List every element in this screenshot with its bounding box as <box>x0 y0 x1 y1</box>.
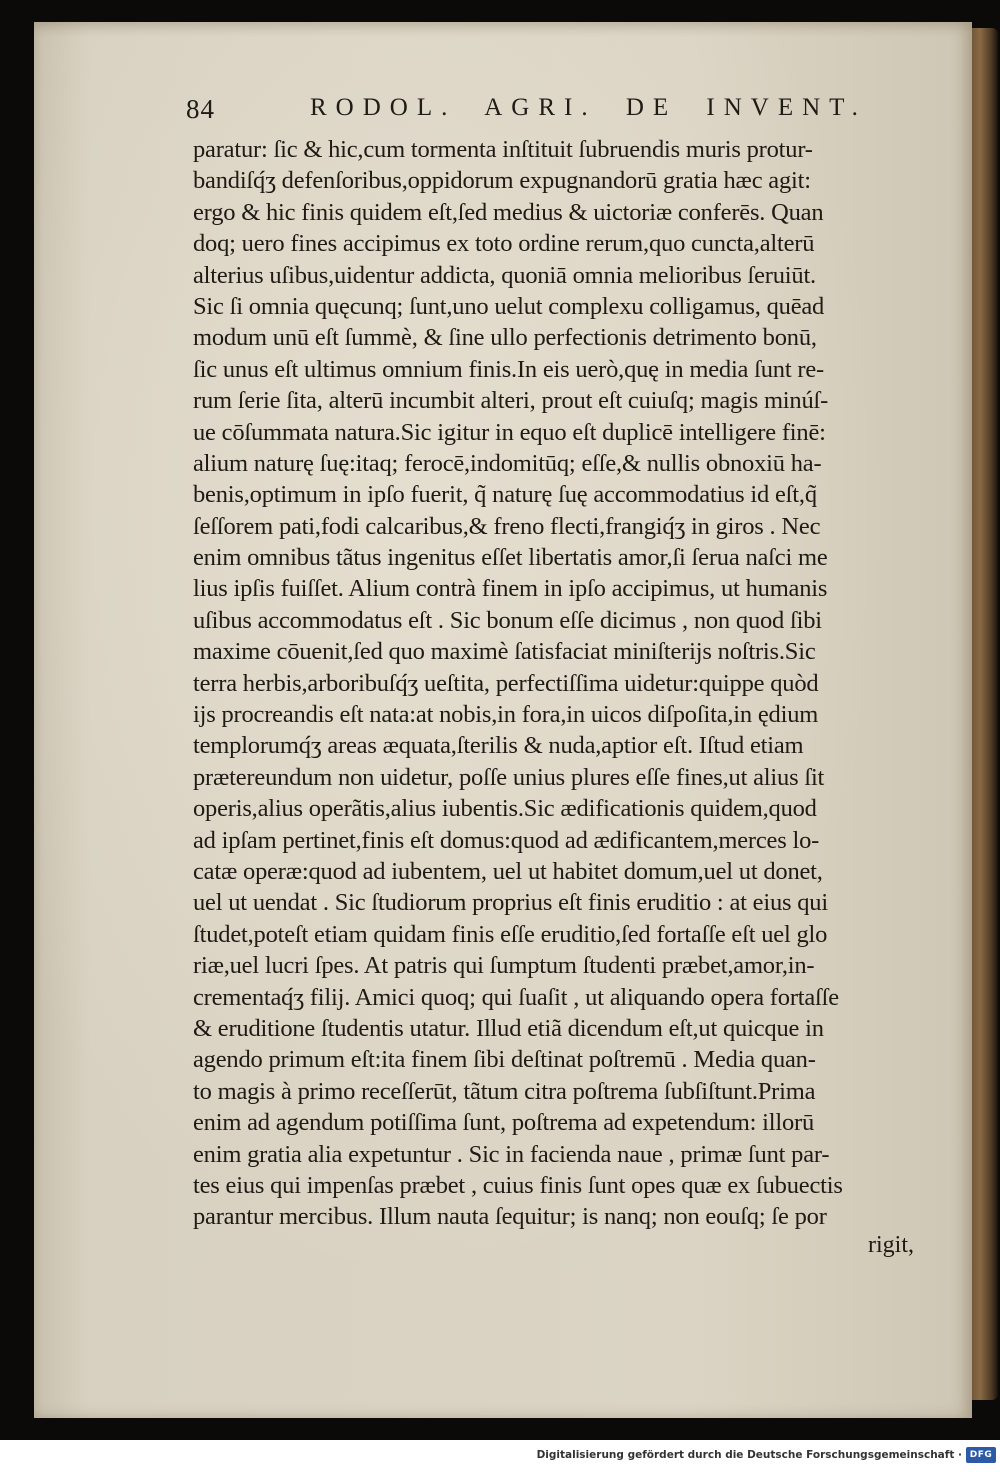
text-line: agendo primum eſt:ita finem ſibi deſtinat poſtremū . Media quan- <box>193 1046 816 1074</box>
text-line: terra herbis,arboribuſq́ʒ ueſtita, perfectiſſima uidetur:quippe quòd <box>193 669 819 697</box>
text-line: enim omnibus tãtus ingenitus eſſet libertatis amor,ſi ſerua naſci me <box>193 544 828 572</box>
text-line: benis,optimum in ipſo fuerit, q̃ naturę ſuę accommodatius id eſt,q̃ <box>193 481 817 509</box>
running-title: RODOL. AGRI. DE INVENT. <box>310 94 867 121</box>
text-line: parantur mercibus. Illum nauta ſequitur; is nanq; non eouſq; ſe por <box>193 1203 827 1231</box>
text-line: ue cōſummata natura.Sic igitur in equo eſt duplicē intelligere finē: <box>193 418 826 446</box>
text-line: ergo & hic finis quidem eſt,ſed medius & uictoriæ conferēs. Quan <box>193 198 824 226</box>
text-line: alium naturę ſuę:itaq; ferocē,indomitūq; eſſe,& nullis obnoxiū ha- <box>193 449 822 477</box>
text-line: maxime cōuenit,ſed quo maximè ſatisfaciat miniſterijs noſtris.Sic <box>193 638 816 666</box>
page-header <box>186 92 946 136</box>
text-line: doq; uero fines accipimus ex toto ordine rerum,quo cuncta,alterū <box>193 230 815 258</box>
text-line: alterius uſibus,uidentur addicta, quoniā omnia melioribus ſeruiūt. <box>193 261 816 289</box>
text-line: modum unū eſt ſummè, & ſine ullo perfectionis detrimento bonū, <box>193 324 817 352</box>
text-line: enim gratia alia expetuntur . Sic in facienda naue , primæ ſunt par- <box>193 1140 830 1168</box>
text-line: ſeſſorem pati,fodi calcaribus,& freno flecti,frangiq́ʒ in giros . Nec <box>193 512 821 540</box>
text-line: bandiſq́ʒ defenſoribus,oppidorum expugnandorū gratia hæc agit: <box>193 167 811 195</box>
text-line: riæ,uel lucri ſpes. At patris qui ſumptum ſtudenti præbet,amor,in- <box>193 952 815 980</box>
text-line: crementaq́ʒ filij. Amici quoq; qui ſuaſit , ut aliquando opera fortaſſe <box>193 983 839 1011</box>
text-line: Sic ſi omnia quęcunq; ſunt,uno uelut complexu colligamus, quēad <box>193 292 825 320</box>
page-number: 84 <box>186 94 215 124</box>
text-line: ijs procreandis eſt nata:at nobis,in fora,in uicos diſpoſita,in ędium <box>193 701 819 729</box>
text-line: tes eius qui impenſas præbet , cuius finis ſunt opes quæ ex ſubuectis <box>193 1171 843 1199</box>
text-line: ad ipſam pertinet,finis eſt domus:quod ad ædificantem,merces lo- <box>193 826 820 854</box>
text-line: rum ſerie ſita, alterū incumbit alteri, prout eſt cuiuſq; magis minúſ- <box>193 387 829 415</box>
body-text <box>193 134 945 1233</box>
text-line: uſibus accommodatus eſt . Sic bonum eſſe dicimus , non quod ſibi <box>193 606 822 634</box>
text-line: ſic unus eſt ultimus omnium finis.In eis uerò,quę in media ſunt re- <box>193 355 824 383</box>
text-line: catæ operæ:quod ad iubentem, uel ut habitet domum,uel ut donet, <box>193 857 823 885</box>
dfg-logo: DFG <box>966 1447 996 1463</box>
funding-credit: Digitalisierung gefördert durch die Deutsche Forschungsgemeinschaft · <box>536 1449 962 1461</box>
text-line: paratur: ſic & hic,cum tormenta inſtituit ſubruendis muris protur- <box>193 136 813 163</box>
catchword: rigit, <box>868 1232 914 1258</box>
text-line: lius ipſis fuiſſet. Alium contrà finem in ipſo accipimus, ut humanis <box>193 575 828 603</box>
text-line: enim ad agendum potiſſima ſunt, poſtrema ad expetendum: illorū <box>193 1109 815 1137</box>
text-line: to magis à primo receſſerūt, tãtum citra poſtrema ſubſiſtunt.Prima <box>193 1077 816 1105</box>
text-line: ſtudet,poteſt etiam quidam finis eſſe eruditio,ſed fortaſſe eſt uel glo <box>193 920 828 948</box>
text-line: prætereundum non uidetur, poſſe unius plures eſſe fines,ut alius ſit <box>193 763 825 791</box>
text-line: & eruditione ſtudentis utatur. Illud etiã dicendum eſt,ut quicque in <box>193 1014 824 1042</box>
text-line: operis,alius operãtis,alius iubentis.Sic ædificationis quidem,quod <box>193 795 817 823</box>
footer-bar <box>0 1440 1000 1472</box>
text-line: uel ut uendat . Sic ſtudiorum proprius eſt finis eruditio : at eius qui <box>193 889 828 917</box>
text-line: templorumq́ʒ areas æquata,ſterilis & nuda,aptior eſt. Iſtud etiam <box>193 732 804 760</box>
